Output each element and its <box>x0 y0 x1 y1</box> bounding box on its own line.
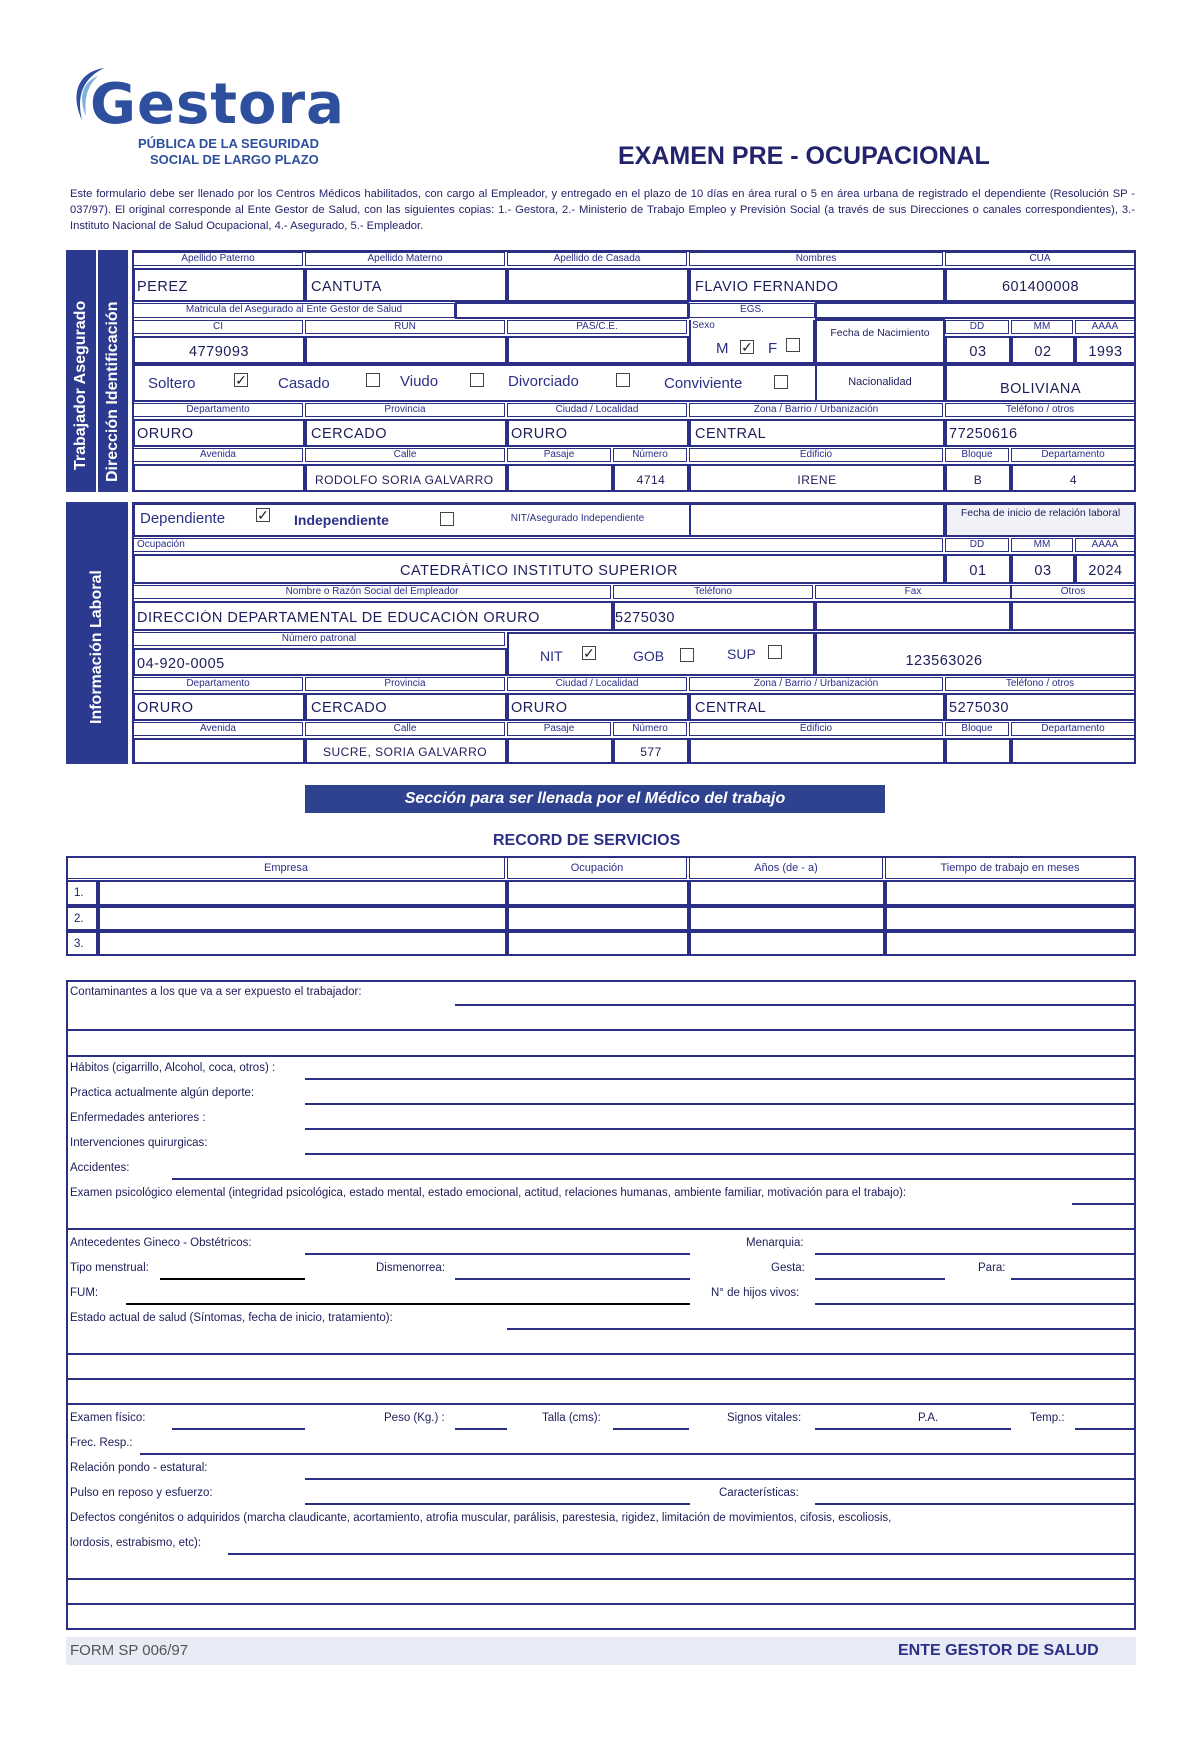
dir-header-telefono: Teléfono / otros <box>945 403 1135 417</box>
header-telefono-empleador: Teléfono <box>613 585 813 599</box>
record-row-number: 3. <box>66 931 98 956</box>
sup-label: SUP <box>727 646 756 662</box>
dir-field-pasaje[interactable] <box>507 464 613 492</box>
logo-subtitle-1: PÚBLICA DE LA SEGURIDAD <box>138 136 320 151</box>
form-title: EXAMEN PRE - OCUPACIONAL <box>618 142 990 170</box>
input-gesta[interactable] <box>815 1278 945 1280</box>
dir-header-bloque: Bloque <box>945 448 1009 462</box>
header-mm: MM <box>1011 320 1073 334</box>
dir-field-zona[interactable]: CENTRAL <box>689 419 945 447</box>
record-cell-tiempo[interactable] <box>885 931 1136 956</box>
input-accidentes[interactable] <box>172 1178 1135 1180</box>
medico-banner: Sección para ser llenada por el Médico del trabajo <box>305 785 885 813</box>
ente-gestor-label: ENTE GESTOR DE SALUD <box>898 1642 1099 1659</box>
label-fum: FUM: <box>70 1287 99 1299</box>
header-pas: PAS/C.E. <box>507 320 687 334</box>
estado-divorciado-label: Divorciado <box>508 373 579 390</box>
dir-header-departamento: Departamento <box>133 403 303 417</box>
record-cell-ocupacion[interactable] <box>507 931 689 956</box>
input-frec[interactable] <box>140 1453 1135 1455</box>
record-header-anios: Años (de - a) <box>689 857 883 879</box>
fecha-inicio-label-cell <box>945 503 1136 537</box>
field-matricula[interactable] <box>455 302 689 319</box>
dir-header-edificio: Edificio <box>689 448 943 462</box>
estado-conviviente-checkbox[interactable] <box>774 375 788 389</box>
lab-header-provincia: Provincia <box>305 677 505 691</box>
dir-header-avenida: Avenida <box>133 448 303 462</box>
input-deporte[interactable] <box>305 1103 1135 1105</box>
input-line[interactable] <box>67 1603 1135 1605</box>
field-inicio-aaaa[interactable]: 2024 <box>1075 554 1136 584</box>
input-line[interactable] <box>67 1029 1135 1031</box>
header-egs: EGS. <box>689 303 815 318</box>
header-fecha-inicio: Fecha de inicio de relación laboral <box>960 507 1121 519</box>
field-otros[interactable] <box>1011 601 1136 631</box>
input-line[interactable] <box>67 1403 1135 1405</box>
field-ocupacion[interactable]: CATEDRÁTICO INSTITUTO SUPERIOR <box>133 554 945 584</box>
lab-field-zona[interactable]: CENTRAL <box>689 693 945 721</box>
record-header-ocupacion: Ocupación <box>507 857 687 879</box>
label-examen-fisico: Examen físico: <box>70 1412 146 1424</box>
lab-field-calle[interactable]: SUCRE, SORIA GALVARRO <box>305 738 507 764</box>
dir-field-provincia[interactable]: CERCADO <box>305 419 507 447</box>
input-intervenciones[interactable] <box>305 1153 1135 1155</box>
input-line[interactable] <box>67 1055 1135 1057</box>
input-pa[interactable] <box>945 1428 1011 1430</box>
form-code: FORM SP 006/97 <box>70 1642 189 1659</box>
lab-field-avenida[interactable] <box>133 738 305 764</box>
field-nacionalidad[interactable]: BOLIVIANA <box>945 364 1136 402</box>
field-nit-independiente[interactable] <box>689 503 945 537</box>
gob-checkbox[interactable] <box>680 648 694 662</box>
header-cua: CUA <box>945 252 1135 266</box>
record-cell-anios[interactable] <box>689 906 885 931</box>
lab-header-avenida: Avenida <box>133 722 303 736</box>
input-psicologico[interactable] <box>1072 1203 1135 1205</box>
logo-subtitle-2: SOCIAL DE LARGO PLAZO <box>150 152 319 167</box>
lab-header-departamento: Departamento <box>133 677 303 691</box>
label-accidentes: Accidentes: <box>70 1162 130 1174</box>
dir-field-departamento[interactable]: ORURO <box>133 419 305 447</box>
field-run[interactable] <box>305 336 507 364</box>
input-line[interactable] <box>67 1378 1135 1380</box>
record-cell-anios[interactable] <box>689 880 885 906</box>
header-numero-patronal: Número patronal <box>133 632 505 646</box>
input-relacion[interactable] <box>305 1478 1135 1480</box>
label-gesta: Gesta: <box>771 1262 805 1274</box>
sexo-m-checkbox[interactable]: ✓ <box>741 339 753 355</box>
record-cell-empresa[interactable] <box>98 906 507 931</box>
label-tipo-menstrual: Tipo menstrual: <box>70 1262 149 1274</box>
sidebar-direccion <box>98 250 128 492</box>
label-contaminantes: Contaminantes a los que va a ser expuesto el trabajador: <box>70 986 362 998</box>
estado-viudo-checkbox[interactable] <box>470 373 484 387</box>
sidebar-trabajador-label: Trabajador Asegurado <box>72 300 89 470</box>
field-fax[interactable] <box>815 601 1011 631</box>
input-peso[interactable] <box>455 1428 507 1430</box>
field-nombres[interactable]: FLAVIO FERNANDO <box>689 268 945 302</box>
input-line[interactable] <box>67 1228 1135 1230</box>
lab-field-numero[interactable]: 577 <box>613 738 689 764</box>
input-talla[interactable] <box>613 1428 689 1430</box>
sidebar-direccion-label: Dirección Identificación <box>104 301 121 482</box>
label-talla: Talla (cms): <box>542 1412 601 1424</box>
sexo-f-checkbox[interactable] <box>786 338 800 352</box>
dir-header-calle: Calle <box>305 448 505 462</box>
input-fum[interactable] <box>126 1303 690 1305</box>
input-examen-fisico[interactable] <box>172 1428 305 1430</box>
input-tipo-menstrual[interactable] <box>160 1278 305 1280</box>
lab-header-bloque: Bloque <box>945 722 1009 736</box>
input-pulso[interactable] <box>305 1503 690 1505</box>
input-dismenorrea[interactable] <box>455 1278 690 1280</box>
lab-field-provincia[interactable]: CERCADO <box>305 693 507 721</box>
label-pa: P.A. <box>918 1412 939 1424</box>
record-cell-tiempo[interactable] <box>885 906 1136 931</box>
input-line[interactable] <box>67 1578 1135 1580</box>
lab-header-telefono: Teléfono / otros <box>945 677 1135 691</box>
field-pas[interactable] <box>507 336 689 364</box>
record-servicios-title: RECORD DE SERVICIOS <box>493 832 681 849</box>
dependiente-label: Dependiente <box>140 510 226 527</box>
estado-soltero-checkbox[interactable]: ✓ <box>235 372 247 388</box>
dir-header-provincia: Provincia <box>305 403 505 417</box>
label-defectos-cont: lordosis, estrabismo, etc): <box>70 1537 202 1549</box>
estado-divorciado-checkbox[interactable] <box>616 373 630 387</box>
dir-header-numero: Número <box>613 448 687 462</box>
estado-casado-checkbox[interactable] <box>366 373 380 387</box>
field-nac-aaaa[interactable]: 1993 <box>1075 336 1136 364</box>
dir-field-telefono[interactable]: 77250616 <box>945 419 1136 447</box>
dependiente-checkbox[interactable]: ✓ <box>257 507 269 523</box>
lab-header-ciudad: Ciudad / Localidad <box>507 677 687 691</box>
logo-text: Gestora <box>90 72 345 137</box>
lab-header-aaaa: AAAA <box>1075 538 1135 552</box>
label-defectos: Defectos congénitos o adquiridos (marcha claudicante, acortamiento, atrofia muscular, parálisis, parestesia, rigidez, limitación de movimientos, cifosis, escoliosis, <box>70 1512 892 1524</box>
header-aaaa: AAAA <box>1075 320 1135 334</box>
header-fax: Fax <box>815 585 1011 599</box>
record-row-number: 1. <box>66 880 98 906</box>
label-deporte: Practica actualmente algún deporte: <box>70 1087 255 1099</box>
label-psicologico: Examen psicológico elemental (integridad psicológica, estado mental, estado emocional, actitud, relaciones humanas, ambiente familiar, motivación para el trabajo): <box>70 1187 907 1199</box>
independiente-checkbox[interactable] <box>440 512 454 526</box>
lab-field-bloque[interactable] <box>945 738 1011 764</box>
field-empleador[interactable]: DIRECCIÓN DEPARTAMENTAL DE EDUCACIÓN ORURO <box>133 601 613 631</box>
record-cell-empresa[interactable] <box>98 880 507 906</box>
lab-field-departamento[interactable]: ORURO <box>133 693 305 721</box>
dir-field-bloque[interactable]: B <box>945 464 1011 492</box>
header-fecha-nacimiento: Fecha de Nacimiento <box>830 327 930 339</box>
sidebar-laboral-label: Información Laboral <box>88 570 105 724</box>
lab-header-numero: Número <box>613 722 687 736</box>
record-row-number: 2. <box>66 906 98 931</box>
header-ci: CI <box>133 320 303 334</box>
field-cua[interactable]: 601400008 <box>945 268 1136 302</box>
input-defectos[interactable] <box>228 1553 1135 1555</box>
estado-soltero-label: Soltero <box>148 375 196 392</box>
header-nacionalidad: Nacionalidad <box>848 376 912 388</box>
label-estado-salud: Estado actual de salud (Síntomas, fecha de inicio, tratamiento): <box>70 1312 393 1324</box>
dir-field-avenida[interactable] <box>133 464 305 492</box>
record-cell-anios[interactable] <box>689 931 885 956</box>
field-nac-dd[interactable]: 03 <box>945 336 1011 364</box>
field-nit-numero[interactable]: 123563026 <box>815 632 1136 676</box>
dir-field-edificio[interactable]: IRENE <box>689 464 945 492</box>
header-apellido-casada: Apellido de Casada <box>507 252 687 266</box>
input-enfermedades[interactable] <box>305 1128 1135 1130</box>
field-apellido-paterno[interactable]: PEREZ <box>133 268 305 302</box>
header-apellido-materno: Apellido Materno <box>305 252 505 266</box>
lab-header-edificio: Edificio <box>689 722 943 736</box>
input-temp[interactable] <box>1075 1428 1135 1430</box>
field-inicio-mm[interactable]: 03 <box>1011 554 1075 584</box>
lab-header-zona: Zona / Barrio / Urbanización <box>689 677 943 691</box>
input-caracteristicas[interactable] <box>815 1503 1135 1505</box>
estado-viudo-label: Viudo <box>400 373 439 390</box>
input-para[interactable] <box>1011 1278 1135 1280</box>
lab-field-ciudad[interactable]: ORURO <box>507 693 689 721</box>
label-caracteristicas: Características: <box>719 1487 799 1499</box>
record-cell-empresa[interactable] <box>98 931 507 956</box>
nacionalidad-label-cell <box>815 364 945 402</box>
dir-field-depto[interactable]: 4 <box>1011 464 1136 492</box>
field-egs[interactable] <box>815 302 1136 319</box>
input-line[interactable] <box>67 1353 1135 1355</box>
sexo-f-label: F <box>768 340 778 357</box>
label-signos: Signos vitales: <box>727 1412 802 1424</box>
label-dismenorrea: Dismenorrea: <box>376 1262 446 1274</box>
record-header-tiempo: Tiempo de trabajo en meses <box>885 857 1135 879</box>
header-run: RUN <box>305 320 505 334</box>
sup-checkbox[interactable] <box>768 645 782 659</box>
header-otros: Otros <box>1011 585 1135 599</box>
input-contaminantes[interactable] <box>455 1004 1135 1006</box>
header-sexo: Sexo <box>692 320 715 331</box>
label-habitos: Hábitos (cigarrillo, Alcohol, coca, otros) : <box>70 1062 276 1074</box>
dir-header-depto: Departamento <box>1011 448 1135 462</box>
input-hijos[interactable] <box>815 1303 1135 1305</box>
lab-field-depto[interactable] <box>1011 738 1136 764</box>
dir-header-pasaje: Pasaje <box>507 448 611 462</box>
lab-header-pasaje: Pasaje <box>507 722 611 736</box>
label-pulso: Pulso en reposo y esfuerzo: <box>70 1487 213 1499</box>
input-estado-salud[interactable] <box>507 1328 1135 1330</box>
header-empleador: Nombre o Razón Social del Empleador <box>133 585 611 599</box>
lab-header-calle: Calle <box>305 722 505 736</box>
lab-field-pasaje[interactable] <box>507 738 613 764</box>
field-apellido-materno[interactable]: CANTUTA <box>305 268 507 302</box>
record-cell-ocupacion[interactable] <box>507 906 689 931</box>
record-cell-tiempo[interactable] <box>885 880 1136 906</box>
header-ocupacion: Ocupación <box>133 538 943 552</box>
field-telefono-empleador[interactable]: 5275030 <box>613 601 815 631</box>
dir-header-zona: Zona / Barrio / Urbanización <box>689 403 943 417</box>
lab-field-telefono[interactable]: 5275030 <box>945 693 1136 721</box>
header-nombres: Nombres <box>689 252 943 266</box>
input-signos[interactable] <box>815 1428 945 1430</box>
lab-header-mm: MM <box>1011 538 1073 552</box>
header-matricula: Matricula del Asegurado al Ente Gestor de Salud <box>133 303 455 318</box>
estado-casado-label: Casado <box>278 375 330 392</box>
field-ci[interactable]: 4779093 <box>133 336 305 364</box>
label-intervenciones: Intervenciones quirurgicas: <box>70 1137 208 1149</box>
label-peso: Peso (Kg.) : <box>384 1412 445 1424</box>
independiente-label: Independiente <box>294 512 389 528</box>
record-cell-ocupacion[interactable] <box>507 880 689 906</box>
dir-header-ciudad: Ciudad / Localidad <box>507 403 687 417</box>
input-gineco[interactable] <box>305 1253 690 1255</box>
field-apellido-casada[interactable] <box>507 268 689 302</box>
label-gineco: Antecedentes Gineco - Obstétricos: <box>70 1237 252 1249</box>
lab-field-edificio[interactable] <box>689 738 945 764</box>
header-nit-independiente: NIT/Asegurado Independiente <box>470 505 685 535</box>
sidebar-trabajador <box>66 250 96 492</box>
input-habitos[interactable] <box>305 1078 1135 1080</box>
gob-label: GOB <box>633 648 665 664</box>
field-numero-patronal[interactable]: 04-920-0005 <box>133 648 507 676</box>
dir-field-calle[interactable]: RODOLFO SORIA GALVARRO <box>305 464 507 492</box>
dir-field-ciudad[interactable]: ORURO <box>507 419 689 447</box>
record-header-empresa: Empresa <box>67 857 505 879</box>
field-inicio-dd[interactable]: 01 <box>945 554 1011 584</box>
nit-checkbox[interactable]: ✓ <box>583 645 595 661</box>
label-para: Para: <box>978 1262 1006 1274</box>
label-frec: Frec. Resp.: <box>70 1437 133 1449</box>
label-relacion: Relación pondo - estatural: <box>70 1462 208 1474</box>
lab-header-dd: DD <box>945 538 1009 552</box>
header-dd: DD <box>945 320 1009 334</box>
label-hijos: N° de hijos vivos: <box>711 1287 800 1299</box>
nit-label: NIT <box>540 648 563 664</box>
header-apellido-paterno: Apellido Paterno <box>133 252 303 266</box>
label-enfermedades: Enfermedades anteriores : <box>70 1112 206 1124</box>
sidebar-laboral <box>66 502 128 764</box>
sexo-m-label: M <box>716 340 729 357</box>
field-nac-mm[interactable]: 02 <box>1011 336 1075 364</box>
label-temp: Temp.: <box>1030 1412 1065 1424</box>
input-menarquia[interactable] <box>815 1253 1135 1255</box>
fecha-nacimiento-label-cell <box>815 319 945 364</box>
dir-field-numero[interactable]: 4714 <box>613 464 689 492</box>
label-menarquia: Menarquia: <box>746 1237 804 1249</box>
estado-conviviente-label: Conviviente <box>664 375 743 392</box>
intro-paragraph: Este formulario debe ser llenado por los Centros Médicos habilitados, con cargo al Empleador, y entregado en el plazo de 10 días en área rural o 5 en área urbana de registrado el dependiente (Resolución SP - 037/97). El original corresponde al Ente Gestor de Salud, con las siguientes copias: 1.- Gestora, 2.- Ministerio de Trabajo Empleo y Previsión Social (a través de sus Direcciones o canales correspondientes), 3.- Instituto Nacional de Salud Ocupacional, 4.- Asegurado, 5.- Empleador. <box>70 188 1135 232</box>
lab-header-depto: Departamento <box>1011 722 1135 736</box>
